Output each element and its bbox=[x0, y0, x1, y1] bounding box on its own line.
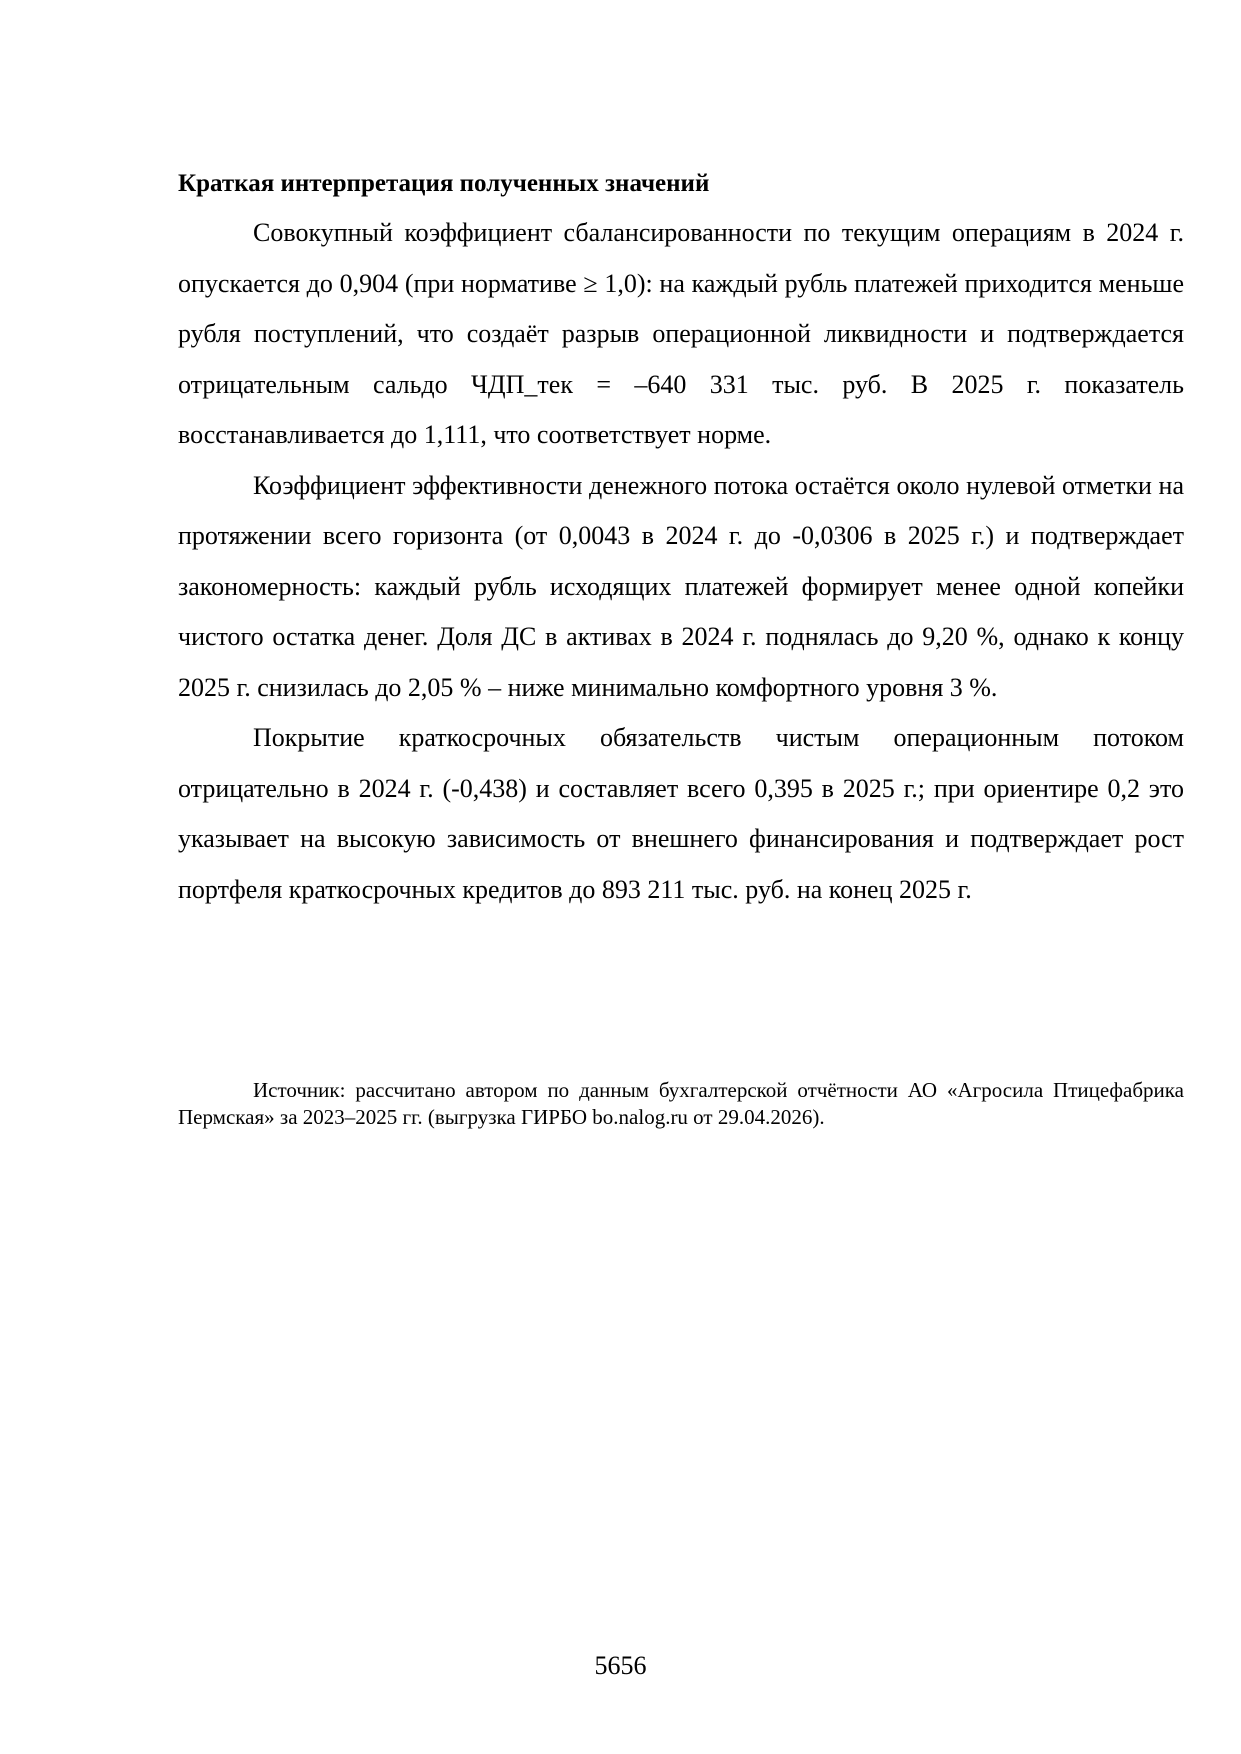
document-body bbox=[178, 168, 1184, 915]
paragraph-balance-ratio: Совокупный коэффициент сбалансированности по текущим операциям в 2024 г. опускается до 0,904 (при нормативе ≥ 1,0): на каждый рубль платежей приходится меньше рубля поступлений, что создаёт разрыв операционной ликвидности и подтверждается отрицательным сальдо ЧДП_тек = –640 331 тыс. руб. В 2025 г. показатель восстанавливается до 1,111, что соответствует норме. bbox=[178, 218, 1184, 449]
paragraph-liability-coverage: Покрытие краткосрочных обязательств чистым операционным потоком отрицательно в 2024 г. (-0,438) и составляет всего 0,395 в 2025 г.; при ориентире 0,2 это указывает на высокую зависимость от внешнего финансирования и подтверждает рост портфеля краткосрочных кредитов до 893 211 тыс. руб. на конец 2025 г. bbox=[178, 723, 1184, 904]
section-heading: Краткая интерпретация полученных значений bbox=[178, 170, 710, 197]
source-note: Источник: рассчитано автором по данным бухгалтерской отчётности АО «Агросила Птицефабрика Пермская» за 2023–2025 гг. (выгрузка ГИРБО bo.nalog.ru от 29.04.2026). bbox=[178, 1078, 1184, 1129]
paragraph-cash-flow-efficiency: Коэффициент эффективности денежного потока остаётся около нулевой отметки на протяжении всего горизонта (от 0,0043 в 2024 г. до -0,0306 в 2025 г.) и подтверждает закономерность: каждый рубль исходящих платежей формирует менее одной копейки чистого остатка денег. Доля ДС в активах в 2024 г. поднялась до 9,20 %, однако к концу 2025 г. снизилась до 2,05 % – ниже минимально комфортного уровня 3 %. bbox=[178, 470, 1184, 702]
page-number: 5656 bbox=[594, 1651, 647, 1680]
